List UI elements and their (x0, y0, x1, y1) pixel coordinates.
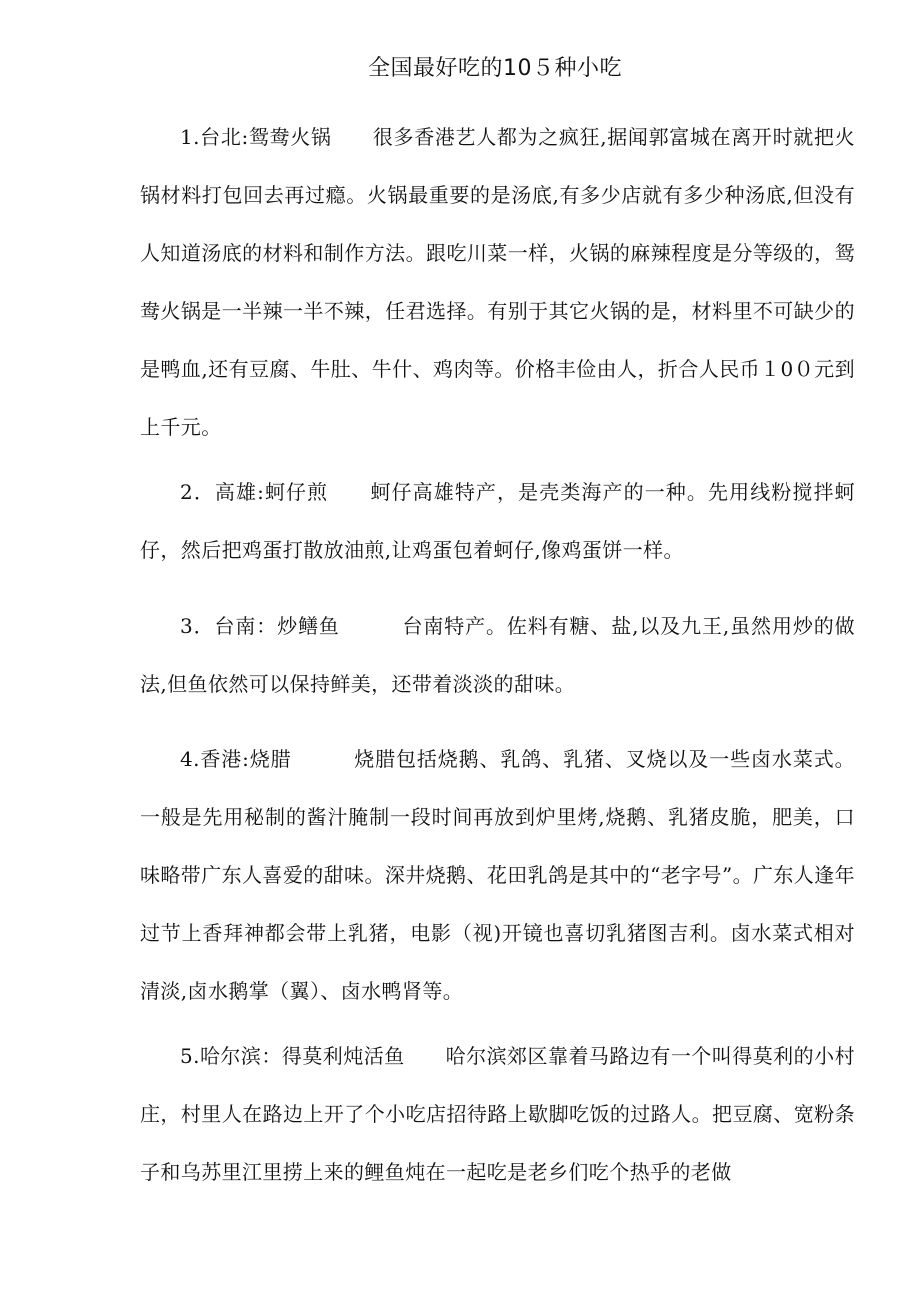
paragraph-kaohsiung-oyster-omelette: 2．高雄:蚵仔煎 蚵仔高雄特产，是壳类海产的一种。先用线粉搅拌蚵仔，然后把鸡蛋打散放油煎,让鸡蛋包着蚵仔,像鸡蛋饼一样。 (140, 480, 855, 562)
paragraph-hongkong-roast-meats: 4.香港:烧腊 烧腊包括烧鹅、乳鸽、乳猪、叉烧以及一些卤水菜式。一般是先用秘制的酱汁腌制一段时间再放到炉里烤,烧鹅、乳猪皮脆，肥美，口味略带广东人喜爱的甜味。深井烧鹅、花田乳鸽是其中的“老字号”。广东人逢年过节上香拜神都会带上乳猪，电影（视)开镜也喜切乳猪图吉利。卤水菜式相对清淡,卤水鹅掌（翼）、卤水鸭肾等。 (140, 747, 855, 1003)
paragraph-taipei-hotpot: 1.台北:鸳鸯火锅 很多香港艺人都为之疯狂,据闻郭富城在离开时就把火锅材料打包回去再过瘾。火锅最重要的是汤底,有多少店就有多少种汤底,但没有人知道汤底的材料和制作方法。跟吃川菜一样，火锅的麻辣程度是分等级的，鸳鸯火锅是一半辣一半不辣，任君选择。有别于其它火锅的是，材料里不可缺少的是鸭血,还有豆腐、牛肚、牛什、鸡肉等。价格丰俭由人，折合人民币１0０元到上千元。 (140, 125, 855, 439)
paragraph-harbin-stewed-fish: 5.哈尔滨：得莫利炖活鱼 哈尔滨郊区靠着马路边有一个叫得莫利的小村庄，村里人在路边上开了个小吃店招待路上歇脚吃饭的过路人。把豆腐、宽粉条子和乌苏里江里捞上来的鲤鱼炖在一起吃是老乡们吃个热乎的老做 (140, 1044, 855, 1184)
document-title: 全国最好吃的10５种小吃 (368, 56, 622, 81)
paragraph-tainan-fried-eel: 3．台南：炒鳝鱼 台南特产。佐料有糖、盐,以及九王,虽然用炒的做法,但鱼依然可以保持鲜美，还带着淡淡的甜味。 (140, 614, 855, 696)
